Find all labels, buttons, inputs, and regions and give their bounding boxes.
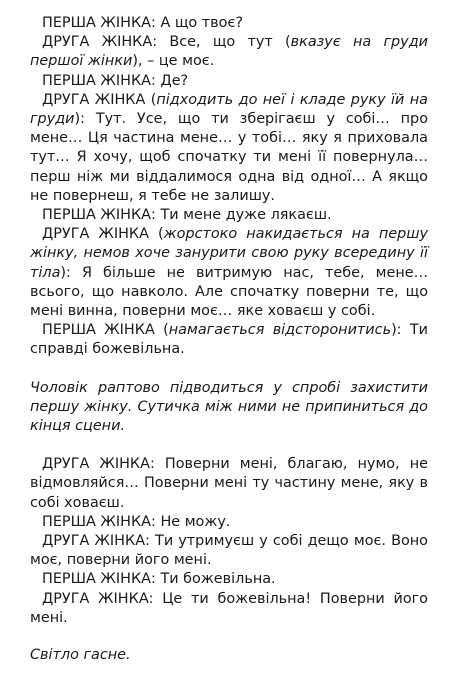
- stage-direction-inline: жорстоко накидається на першу жінку, немов хоче занурити свою руку всередину її тіла: [30, 226, 428, 281]
- dialogue-line: [30, 225, 428, 321]
- dialogue-line: [30, 72, 428, 91]
- line-text: ): Ти справді божевільна.: [30, 322, 429, 358]
- speaker-name: ПЕРША ЖІНКА:: [42, 571, 156, 588]
- stage-direction-inline: намагається відсторонитись: [168, 322, 392, 339]
- dialogue-line: [30, 570, 428, 589]
- stage-direction: Світло гасне.: [30, 647, 131, 664]
- speaker-name: ПЕРША ЖІНКА:: [42, 207, 156, 224]
- stage-direction-inline: підходить до неї і кладе руку їй на груди: [30, 91, 428, 128]
- speaker-name: ПЕРША ЖІНКА:: [42, 15, 156, 31]
- spacer: [30, 628, 428, 646]
- speaker-name: ПЕРША ЖІНКА:: [42, 513, 156, 530]
- speaker-name: ДРУГА ЖІНКА:: [42, 533, 150, 550]
- line-text: (: [149, 226, 164, 243]
- line-text: Ти божевільна.: [155, 571, 276, 588]
- line-text: ): Тут. Усе, що ти зберігаєш у собі… про мене… Ця частина мене… у тобі… яку я приховала тут… Я хочу, щоб спочатку ти мені її повернула… перш ніж ми віддалимося одна від одної… А якщо не повернеш, я тебе не залишу.: [30, 111, 428, 204]
- speaker-name: ДРУГА ЖІНКА:: [42, 456, 155, 473]
- line-text: Не можу.: [155, 513, 231, 530]
- script-page: [30, 14, 428, 665]
- line-text: (: [154, 322, 169, 339]
- line-text: (: [145, 91, 157, 108]
- dialogue-line: [30, 206, 428, 225]
- dialogue-line: [30, 513, 428, 532]
- line-text: Це ти божевільна! Поверни його мені.: [30, 590, 428, 626]
- dialogue-line: [30, 14, 428, 33]
- speaker-name: ПЕРША ЖІНКА:: [42, 72, 156, 89]
- speaker-name: ПЕРША ЖІНКА: [42, 322, 155, 339]
- dialogue-line: [30, 321, 428, 359]
- line-text: Поверни мені, благаю, нумо, не відмовляйся… Поверни мені ту частину мене, яку в собі ховаєш.: [30, 456, 428, 511]
- line-text: ), – це моє.: [132, 53, 215, 70]
- line-text: Де?: [155, 72, 189, 89]
- dialogue-line: [30, 532, 428, 570]
- spacer: [30, 436, 428, 455]
- dialogue-line: [30, 91, 428, 206]
- stage-direction-inline: вказує на груди першої жінки: [30, 34, 428, 70]
- speaker-name: ДРУГА ЖІНКА: [42, 226, 149, 243]
- line-text: Ти мене дуже лякаєш.: [155, 207, 332, 224]
- line-text: А що твоє?: [155, 15, 244, 31]
- speaker-name: ДРУГА ЖІНКА:: [42, 590, 154, 607]
- dialogue-line: [30, 590, 428, 628]
- dialogue-line: [30, 33, 428, 71]
- line-text: Ти утримуєш у собі дещо моє. Воно моє, поверни його мені.: [30, 533, 428, 569]
- speaker-name: ДРУГА ЖІНКА:: [42, 34, 158, 51]
- spacer: [30, 360, 428, 379]
- dialogue-line: [30, 455, 428, 513]
- stage-direction: Чоловік раптово підводиться у спробі захистити першу жінку. Сутичка між ними не припиниться до кінця сцени.: [30, 379, 428, 435]
- speaker-name: ДРУГА ЖІНКА: [42, 91, 146, 108]
- line-text: ): Я більше не витримую нас, тебе, мене… всього, що навколо. Але спочатку поверни те, що мені винна, поверни моє… яке ховаєш у собі.: [30, 264, 428, 320]
- line-text: Все, що тут (: [157, 34, 291, 51]
